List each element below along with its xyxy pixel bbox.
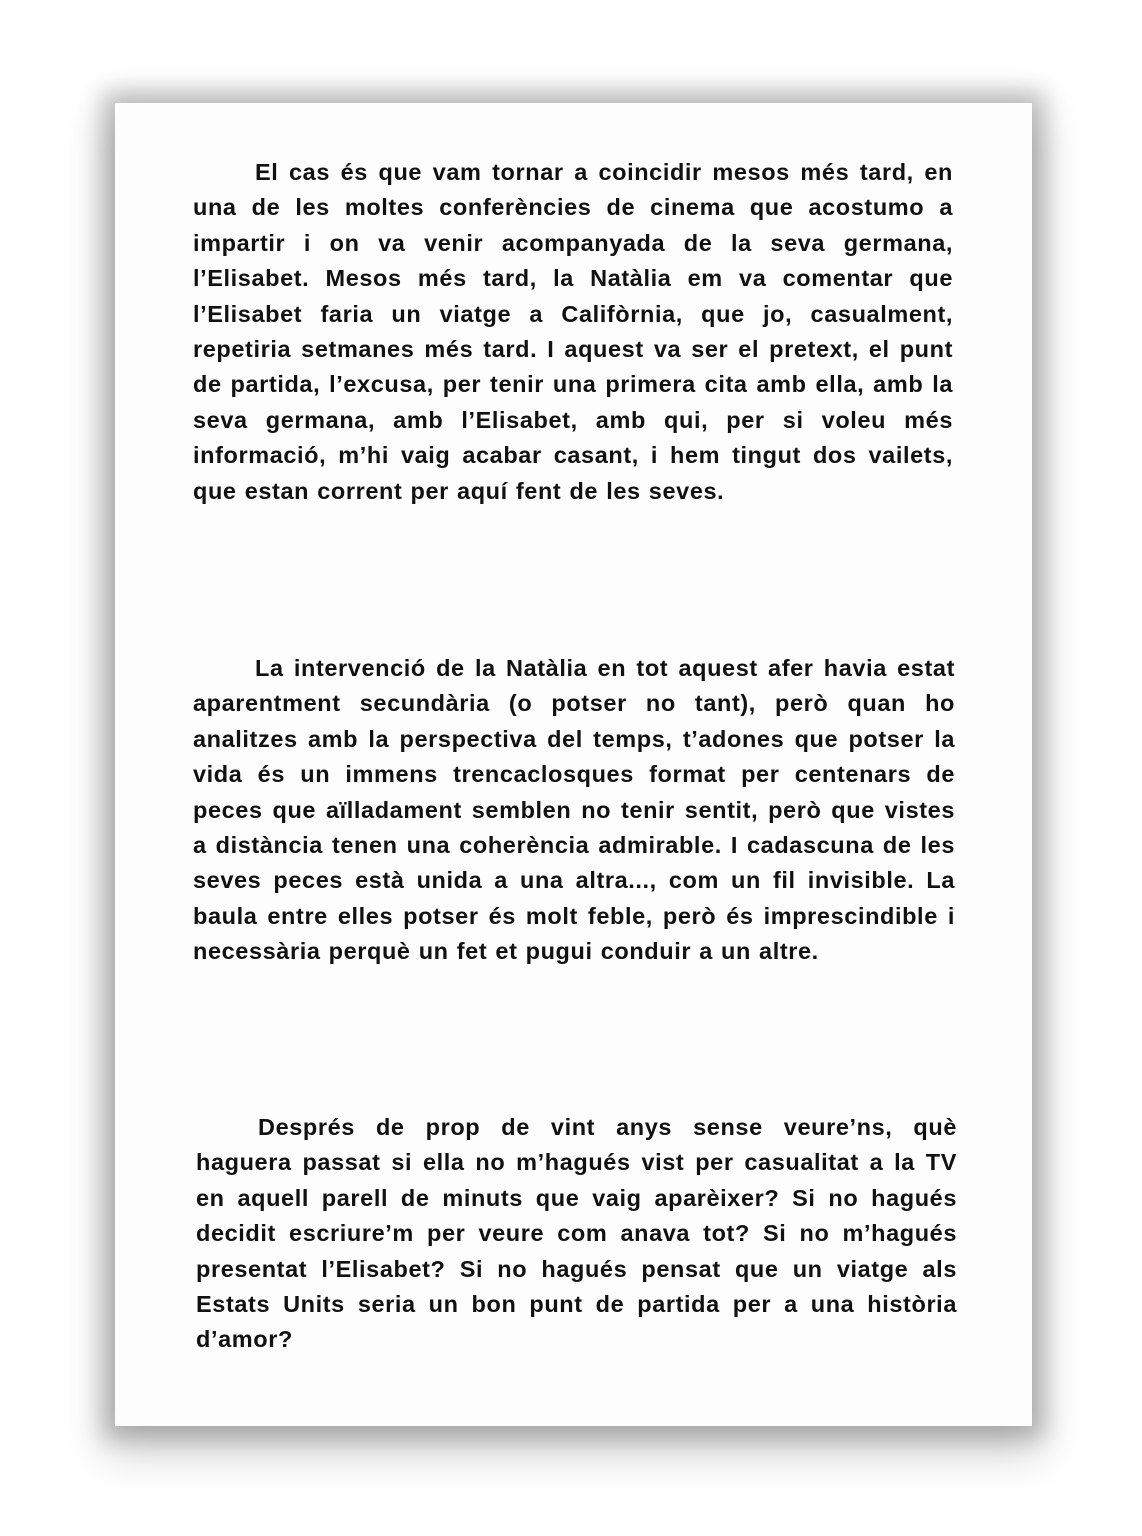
paragraph-2: La intervenció de la Natàlia en tot aquest afer havia estat aparentment secundària (o potser no tant), però quan ho analitzes amb la perspectiva del temps, t’adones que potser la vida és un immens trencaclosques format per centenars de peces que aïlladament semblen no tenir sentit, però que vistes a distància tenen una coherència admirable. I cadascuna de les seves peces està unida a una altra..., com un fil invisible. La baula entre elles potser és molt feble, però és imprescindible i necessària perquè un fet et pugui conduir a un altre. [193,655,955,965]
paragraph-3: Després de prop de vint anys sense veure’ns, què haguera passat si ella no m’hagués vist per casualitat a la TV en aquell parell de minuts que vaig aparèixer? Si no hagués decidit escriure’m per veure com anava tot? Si no m’hagués presentat l’Elisabet? Si no hagués pensat que un viatge als Estats Units seria un bon punt de partida per a una història d’amor? [196,1114,957,1353]
book-page [115,103,1032,1426]
paragraph-1: El cas és que vam tornar a coincidir mesos més tard, en una de les moltes conferències de cinema que acostumo a impartir i on va venir acompanyada de la seva germana, l’Elisabet. Mesos més tard, la Natàlia em va comentar que l’Elisabet faria un viatge a Califòrnia, que jo, casualment, repetiria setmanes més tard. I aquest va ser el pretext, el punt de partida, l’excusa, per tenir una primera cita amb ella, amb la seva germana, amb l’Elisabet, amb qui, per si voleu més informació, m’hi vaig acabar casant, i hem tingut dos vailets, que estan corrent per aquí fent de les seves. [193,159,953,504]
